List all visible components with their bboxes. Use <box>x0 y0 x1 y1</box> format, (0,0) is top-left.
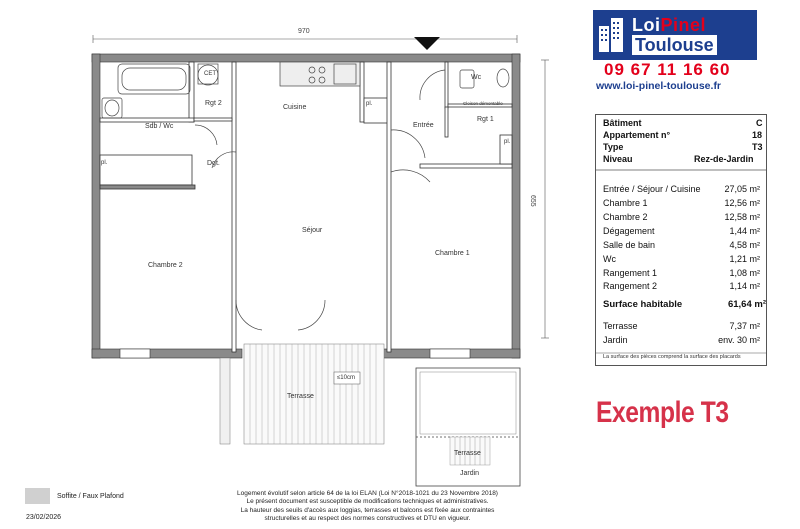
surface-label: Dégagement <box>603 226 655 236</box>
surface-value: 1,08 m² <box>729 268 760 278</box>
info-label-appartement: Appartement n° <box>603 130 671 140</box>
room-chambre2: Chambre 2 <box>148 262 183 269</box>
outer-walls <box>92 54 520 358</box>
surface-value: 4,58 m² <box>729 240 760 250</box>
room-chambre1: Chambre 1 <box>435 250 470 257</box>
room-jardin: Jardin <box>460 470 480 477</box>
footer-line: Le présent document est susceptible de modifications techniques et administratives. <box>246 498 489 506</box>
surface-label: Entrée / Séjour / Cuisine <box>603 184 701 194</box>
room-cuisine: Cuisine <box>283 104 307 111</box>
room-sejour: Séjour <box>302 227 323 234</box>
room-entree: Entrée <box>413 122 434 129</box>
room-rgt1: Rgt 1 <box>477 116 494 123</box>
extra-value: 7,37 m² <box>729 321 760 331</box>
room-rgt2: Rgt 2 <box>205 100 222 107</box>
legend-swatch <box>25 488 50 504</box>
footer-notes <box>195 490 540 523</box>
building-icon <box>597 16 627 54</box>
footer-line: La hauteur des seuils d'accès aux loggias, terrasses et balcons est fixée aux contraintes <box>240 506 495 514</box>
room-sdb: Sdb / Wc <box>145 123 174 130</box>
extra-label: Terrasse <box>603 321 638 331</box>
surface-label: Rangement 2 <box>603 281 658 291</box>
extra-value: env. 30 m² <box>718 335 760 345</box>
room-terrasse: Terrasse <box>287 393 314 400</box>
document-date: 23/02/2026 <box>26 514 62 521</box>
website-link[interactable]: www.loi-pinel-toulouse.fr <box>596 80 722 92</box>
room-dgt: Dgt. <box>207 160 220 167</box>
pl-label-1: pl. <box>101 160 108 166</box>
info-value-type: T3 <box>752 142 763 152</box>
surface-value: 12,56 m² <box>724 198 760 208</box>
example-title: Exemple T3 <box>596 396 729 429</box>
surface-label: Chambre 2 <box>603 212 648 222</box>
entry-arrow-icon <box>414 37 440 50</box>
surface-value: 12,58 m² <box>724 212 760 222</box>
dim-height: 655 <box>529 195 536 207</box>
total-surface-value: 61,64 m² <box>727 299 766 310</box>
info-label-niveau: Niveau <box>603 154 633 164</box>
footer-line: Logement évolutif selon article 64 de la loi ELAN (Loi N°2018-1021 du 23 Novembre 2018) <box>237 490 498 497</box>
jardin-inset <box>416 368 520 486</box>
total-surface-label: Surface habitable <box>603 299 683 310</box>
pl-label-2: pl. <box>366 101 373 107</box>
info-value-appartement: 18 <box>752 130 763 140</box>
phone-number[interactable]: 09 67 11 16 60 <box>604 60 731 79</box>
surface-label: Rangement 1 <box>603 268 658 278</box>
surface-value: 1,44 m² <box>729 226 760 236</box>
room-wc: Wc <box>471 74 482 81</box>
cloison-label: Cloison démontable <box>463 101 503 106</box>
slope-label: ≤10cm <box>337 375 355 381</box>
surface-value: 27,05 m² <box>724 184 760 194</box>
surface-label: Salle de bain <box>603 240 656 250</box>
logo-city: Toulouse <box>632 35 717 55</box>
extra-label: Jardin <box>603 335 628 345</box>
surface-value: 1,21 m² <box>729 254 760 264</box>
surface-note: La surface des pièces comprend la surface des placards <box>603 354 741 360</box>
logo-text: LoiPinel <box>632 15 707 35</box>
dim-width: 970 <box>298 28 310 35</box>
room-terrasse-jardin: Terrasse <box>454 450 481 457</box>
info-value-niveau: Rez-de-Jardin <box>694 154 754 164</box>
pl-label-3: pl. <box>504 139 511 145</box>
surface-label: Wc <box>603 254 616 264</box>
cet-label: CET <box>204 71 216 77</box>
surface-label: Chambre 1 <box>603 198 648 208</box>
footer-line: structurelles et au respect des normes constructives et DTU en vigueur. <box>264 514 471 522</box>
info-label-type: Type <box>603 142 624 152</box>
info-value-batiment: C <box>756 118 763 128</box>
legend-label: Soffite / Faux Plafond <box>57 493 124 500</box>
surface-value: 1,14 m² <box>729 281 760 291</box>
info-label-batiment: Bâtiment <box>603 118 642 128</box>
